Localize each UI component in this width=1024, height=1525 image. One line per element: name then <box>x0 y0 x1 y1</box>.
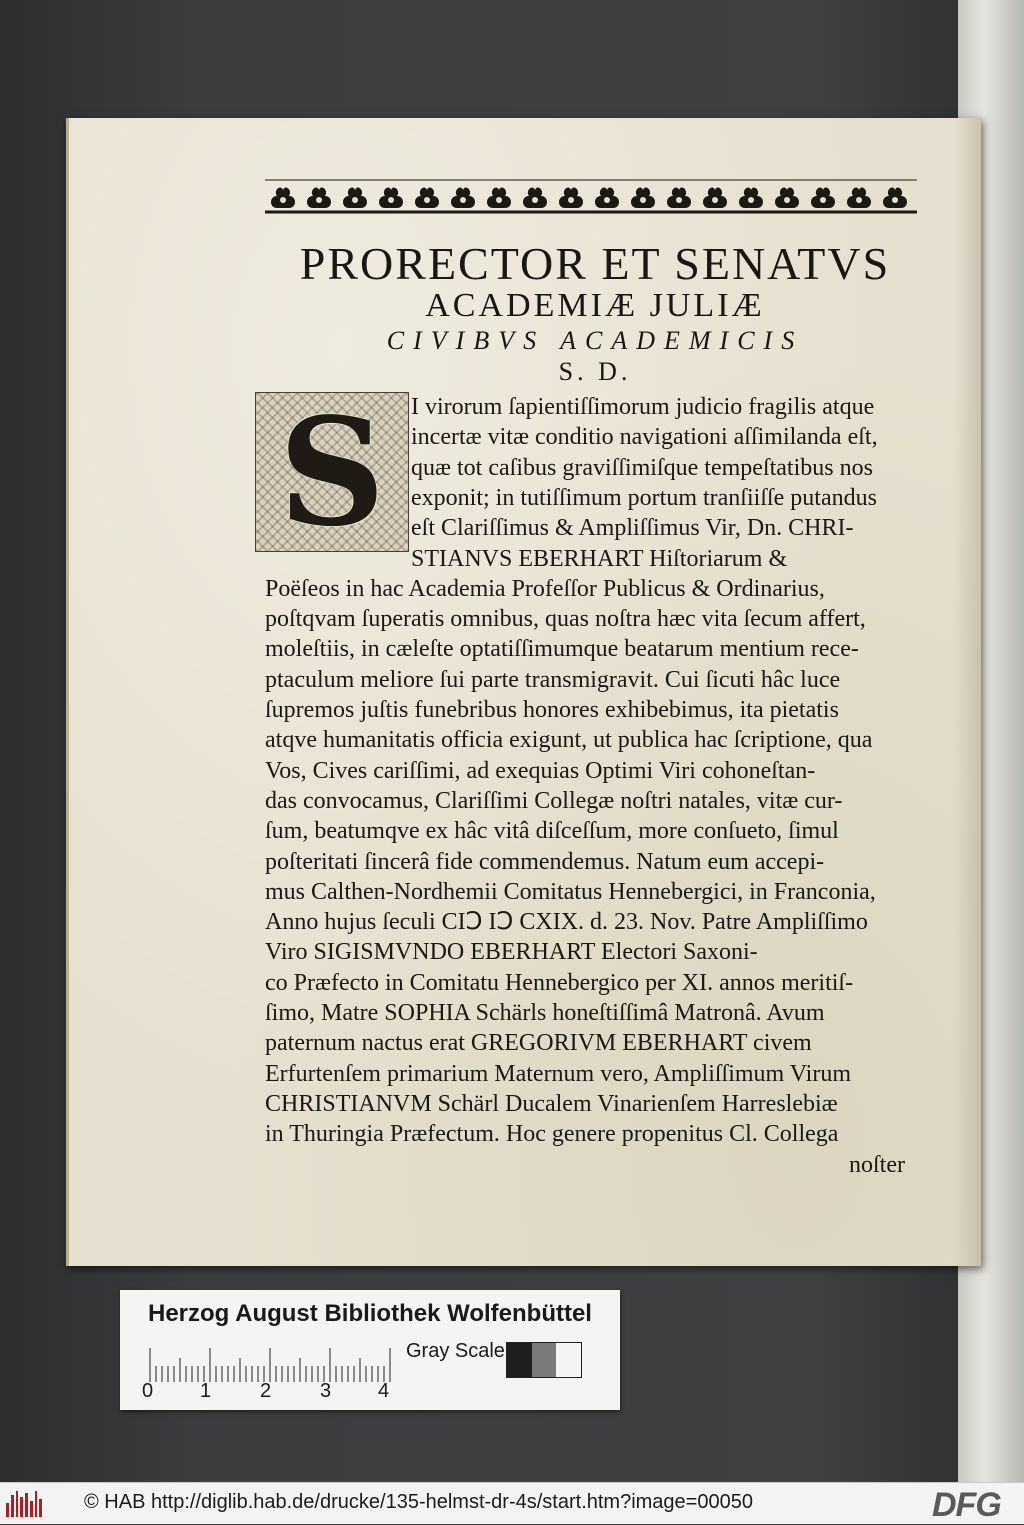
text-line: ſupremos juſtis funebribus honores exhibebimus, ita pietatis <box>265 697 839 723</box>
text-line: ptaculum meliore ſui parte transmigravit. Cui ſicuti hâc luce <box>265 666 841 693</box>
text-line: Vos, Cives cariſſimi, ad exequias Optimi Viri cohoneſtan- <box>265 757 816 784</box>
ruler-number: 4 <box>378 1380 390 1402</box>
ruler-number: 1 <box>200 1380 212 1402</box>
swatch-light <box>556 1343 581 1377</box>
text-line: paternum nactus erat GREGORIVM EBERHART civem <box>265 1030 812 1057</box>
ruler-number: 0 <box>142 1380 154 1402</box>
library-name: Herzog August Bibliothek Wolfenbüttel <box>148 1300 592 1327</box>
text-line: mus Calthen-Nordhemii Comitatus Hennebergici, in Franconia, <box>265 878 876 905</box>
addressee-heading: CIVIBVS ACADEMICIS <box>386 326 804 355</box>
text-line: STIANVS EBERHART Hiſtoriarum & <box>411 545 788 572</box>
text-line: eſt Clariſſimus & Ampliſſimus Vir, Dn. CHRI- <box>411 515 854 542</box>
ruler-number: 2 <box>260 1380 272 1402</box>
ruler-labels <box>142 1380 422 1404</box>
text-line: co Præfecto in Comitatu Hennebergico per XI. annos meritiſ- <box>265 969 854 996</box>
page-title: PRORECTOR ET SENATVS <box>299 238 891 289</box>
text-line: poſtqvam ſuperatis omnibus, quas noſtra hæc vita ſecum affert, <box>265 606 866 633</box>
text-line: Erfurtenſem primarium Maternum vero, Ampliſſimum Virum <box>265 1060 852 1087</box>
book-page <box>66 118 981 1266</box>
text-line: ſimo, Matre SOPHIA Schärls honeſtiſſimâ Matronâ. Avum <box>265 1000 825 1026</box>
text-line: Viro SIGISMVNDO EBERHART Electori Saxoni- <box>265 939 758 966</box>
text-line: das convocamus, Clariſſimi Collegæ noſtri natales, vitæ cur- <box>265 787 843 814</box>
text-line: atqve humanitatis officia exigunt, ut publica hac ſcriptione, qua <box>265 727 873 754</box>
initial-letter: S <box>278 385 386 559</box>
text-line: moleſtiis, in cæleſte optatiſſimumque beatarum mentium rece- <box>265 636 859 663</box>
text-line: quæ tot caſibus graviſſimiſque tempeſtatibus nos <box>411 454 873 481</box>
text-line: incertæ vitæ conditio navigationi aſſimilanda eſt, <box>411 424 878 451</box>
swatch-mid <box>532 1343 557 1377</box>
source-url: © HAB http://diglib.hab.de/drucke/135-helmst-dr-4s/start.htm?image=00050 <box>84 1491 753 1513</box>
ruler-scale <box>148 1344 393 1384</box>
text-line: I virorum ſapientiſſimorum judicio fragilis atque <box>411 394 875 420</box>
color-calibration-bar <box>120 1290 620 1410</box>
text-line: noſter <box>849 1151 905 1178</box>
text-line: Poëſeos in hac Academia Profeſſor Publicus & Ordinarius, <box>265 575 825 602</box>
text-line: ſum, beatumqve ex hâc vitâ diſceſſum, more conſueto, ſimul <box>265 818 839 845</box>
footer-bar <box>0 1482 1024 1524</box>
salutation-heading: S. D. <box>558 357 632 386</box>
hab-logo-icon <box>6 1491 42 1517</box>
decorated-initial <box>255 385 409 559</box>
grayscale-swatches <box>506 1342 582 1378</box>
text-line: exponit; in tutiſſimum portum tranſiiſſe putandus <box>411 484 877 511</box>
decorative-ornament-border <box>265 176 917 216</box>
institution-heading: ACADEMIÆ JULIÆ <box>425 287 765 324</box>
text-line: in Thuringia Præfectum. Hoc genere propenitus Cl. Collega <box>265 1121 839 1148</box>
grayscale-label: Gray Scale <box>406 1340 505 1362</box>
text-line: poſteritati ſincerâ fide commendemus. Natum eum accepi- <box>265 848 825 875</box>
text-line: Anno hujus ſeculi CIↃ IↃ CXIX. d. 23. Nov. Patre Ampliſſimo <box>265 909 868 936</box>
text-line: CHRISTIANVM Schärl Ducalem Vinarienſem Harreslebiæ <box>265 1090 838 1117</box>
page-edge-shading <box>953 118 981 1266</box>
dfg-logo: DFG <box>932 1486 1001 1524</box>
ruler-number: 3 <box>320 1380 332 1402</box>
swatch-dark <box>507 1343 532 1377</box>
